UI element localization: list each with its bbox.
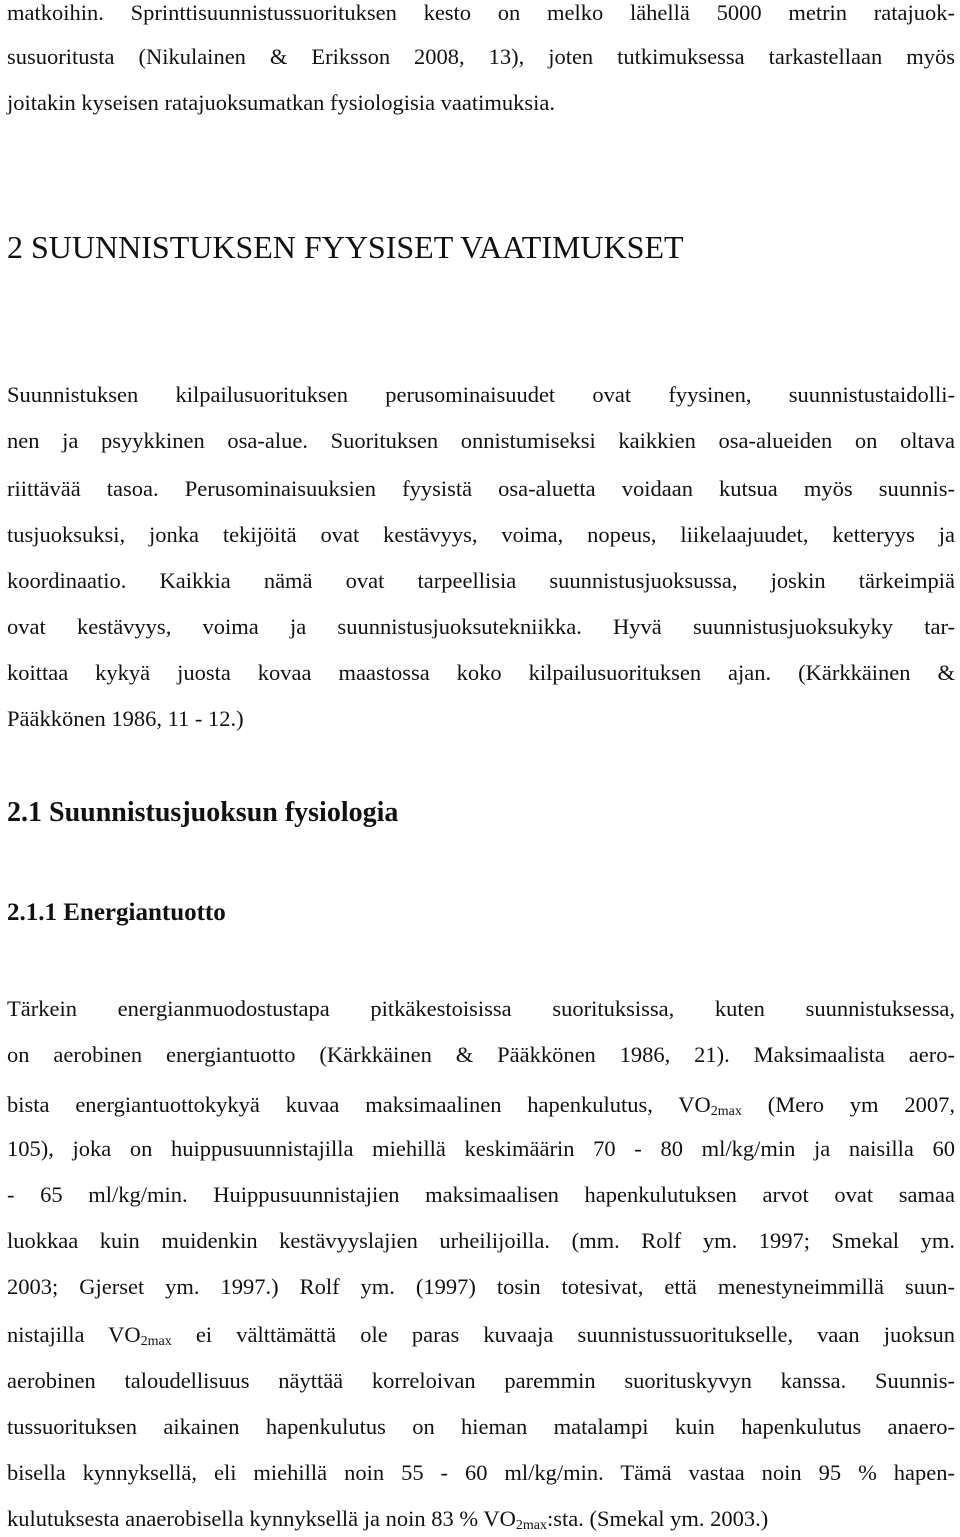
energy-line-12-text-end: :sta. (Smekal ym. 2003.) <box>546 1506 769 1531</box>
energy-line-9: aerobinen taloudellisuus näyttää korreloivan paremmin suorituskyvyn kanssa. Suunnis- <box>7 1368 955 1393</box>
energy-line-10: tussuorituksen aikainen hapenkulutus on hieman matalampi kuin hapenkulutus anaero- <box>7 1414 955 1439</box>
section2-line-2: nen ja psyykkinen osa-alue. Suorituksen onnistumiseksi kaikkien osa-alueiden on oltava <box>7 428 955 453</box>
section-heading-2-1-1: 2.1.1 Energiantuotto <box>7 899 226 926</box>
energy-line-11: bisella kynnyksellä, eli miehillä noin 55 - 60 ml/kg/min. Tämä vastaa noin 95 % hapen- <box>7 1460 955 1485</box>
energy-line-8-text-end: ei välttämättä ole paras kuvaaja suunnistussuoritukselle, vaan juoksun <box>171 1322 955 1347</box>
section2-line-7: koittaa kykyä juosta kovaa maastossa koko kilpailusuorituksen ajan. (Kärkkäinen & <box>7 660 955 685</box>
section-heading-2: 2 SUUNNISTUKSEN FYYSISET VAATIMUKSET <box>7 229 684 265</box>
energy-line-12-text: kulutuksesta anaerobisella kynnyksellä ja noin 83 % VO <box>7 1506 516 1531</box>
vo2max-subscript: 2max <box>140 1334 172 1349</box>
energy-line-8-text: nistajilla VO <box>7 1322 141 1347</box>
section2-line-4: tusjuoksuksi, jonka tekijöitä ovat kestävyys, voima, nopeus, liikelaajuudet, ketteryys ja <box>7 522 955 547</box>
energy-line-5: - 65 ml/kg/min. Huippusuunnistajien maksimaalisen hapenkulutuksen arvot ovat samaa <box>7 1182 955 1207</box>
energy-line-8 <box>7 1322 955 1348</box>
intro-line-3: joitakin kyseisen ratajuoksumatkan fysiologisia vaatimuksia. <box>7 90 556 115</box>
energy-line-1: Tärkein energianmuodostustapa pitkäkestoisissa suorituksissa, kuten suunnistuksessa, <box>7 996 955 1021</box>
section2-line-1: Suunnistuksen kilpailusuorituksen perusominaisuudet ovat fyysinen, suunnistustaidolli- <box>7 382 955 407</box>
intro-line-1: matkoihin. Sprinttisuunnistussuorituksen kesto on melko lähellä 5000 metrin ratajuok- <box>7 0 955 25</box>
intro-line-2: susuoritusta (Nikulainen & Eriksson 2008, 13), joten tutkimuksessa tarkastellaan myös <box>7 44 955 69</box>
section-heading-2-1: 2.1 Suunnistusjuoksun fysiologia <box>7 797 399 828</box>
energy-line-3 <box>7 1092 955 1118</box>
section2-line-6: ovat kestävyys, voima ja suunnistusjuoksutekniikka. Hyvä suunnistusjuoksukyky tar- <box>7 614 955 639</box>
vo2max-subscript: 2max <box>710 1104 742 1119</box>
section2-line-5: koordinaatio. Kaikkia nämä ovat tarpeellisia suunnistusjuoksussa, joskin tärkeimpiä <box>7 568 955 593</box>
energy-line-6: luokkaa kuin muidenkin kestävyyslajien urheilijoilla. (mm. Rolf ym. 1997; Smekal ym. <box>7 1228 955 1253</box>
section2-line-8: Pääkkönen 1986, 11 - 12.) <box>7 706 244 731</box>
energy-line-2: on aerobinen energiantuotto (Kärkkäinen & Pääkkönen 1986, 21). Maksimaalista aero- <box>7 1042 955 1067</box>
energy-line-3-text: bista energiantuottokykyä kuvaa maksimaalinen hapenkulutus, VO <box>7 1092 711 1117</box>
energy-line-12 <box>7 1506 768 1532</box>
section2-line-3: riittävää tasoa. Perusominaisuuksien fyysistä osa-aluetta voidaan kutsua myös suunnis- <box>7 476 955 501</box>
vo2max-subscript: 2max <box>515 1518 547 1533</box>
energy-line-4: 105), joka on huippusuunnistajilla miehillä keskimäärin 70 - 80 ml/kg/min ja naisilla 60 <box>7 1136 955 1161</box>
energy-line-3-text-end: (Mero ym 2007, <box>741 1092 955 1117</box>
energy-line-7: 2003; Gjerset ym. 1997.) Rolf ym. (1997) tosin totesivat, että menestyneimmillä suun- <box>7 1274 955 1299</box>
